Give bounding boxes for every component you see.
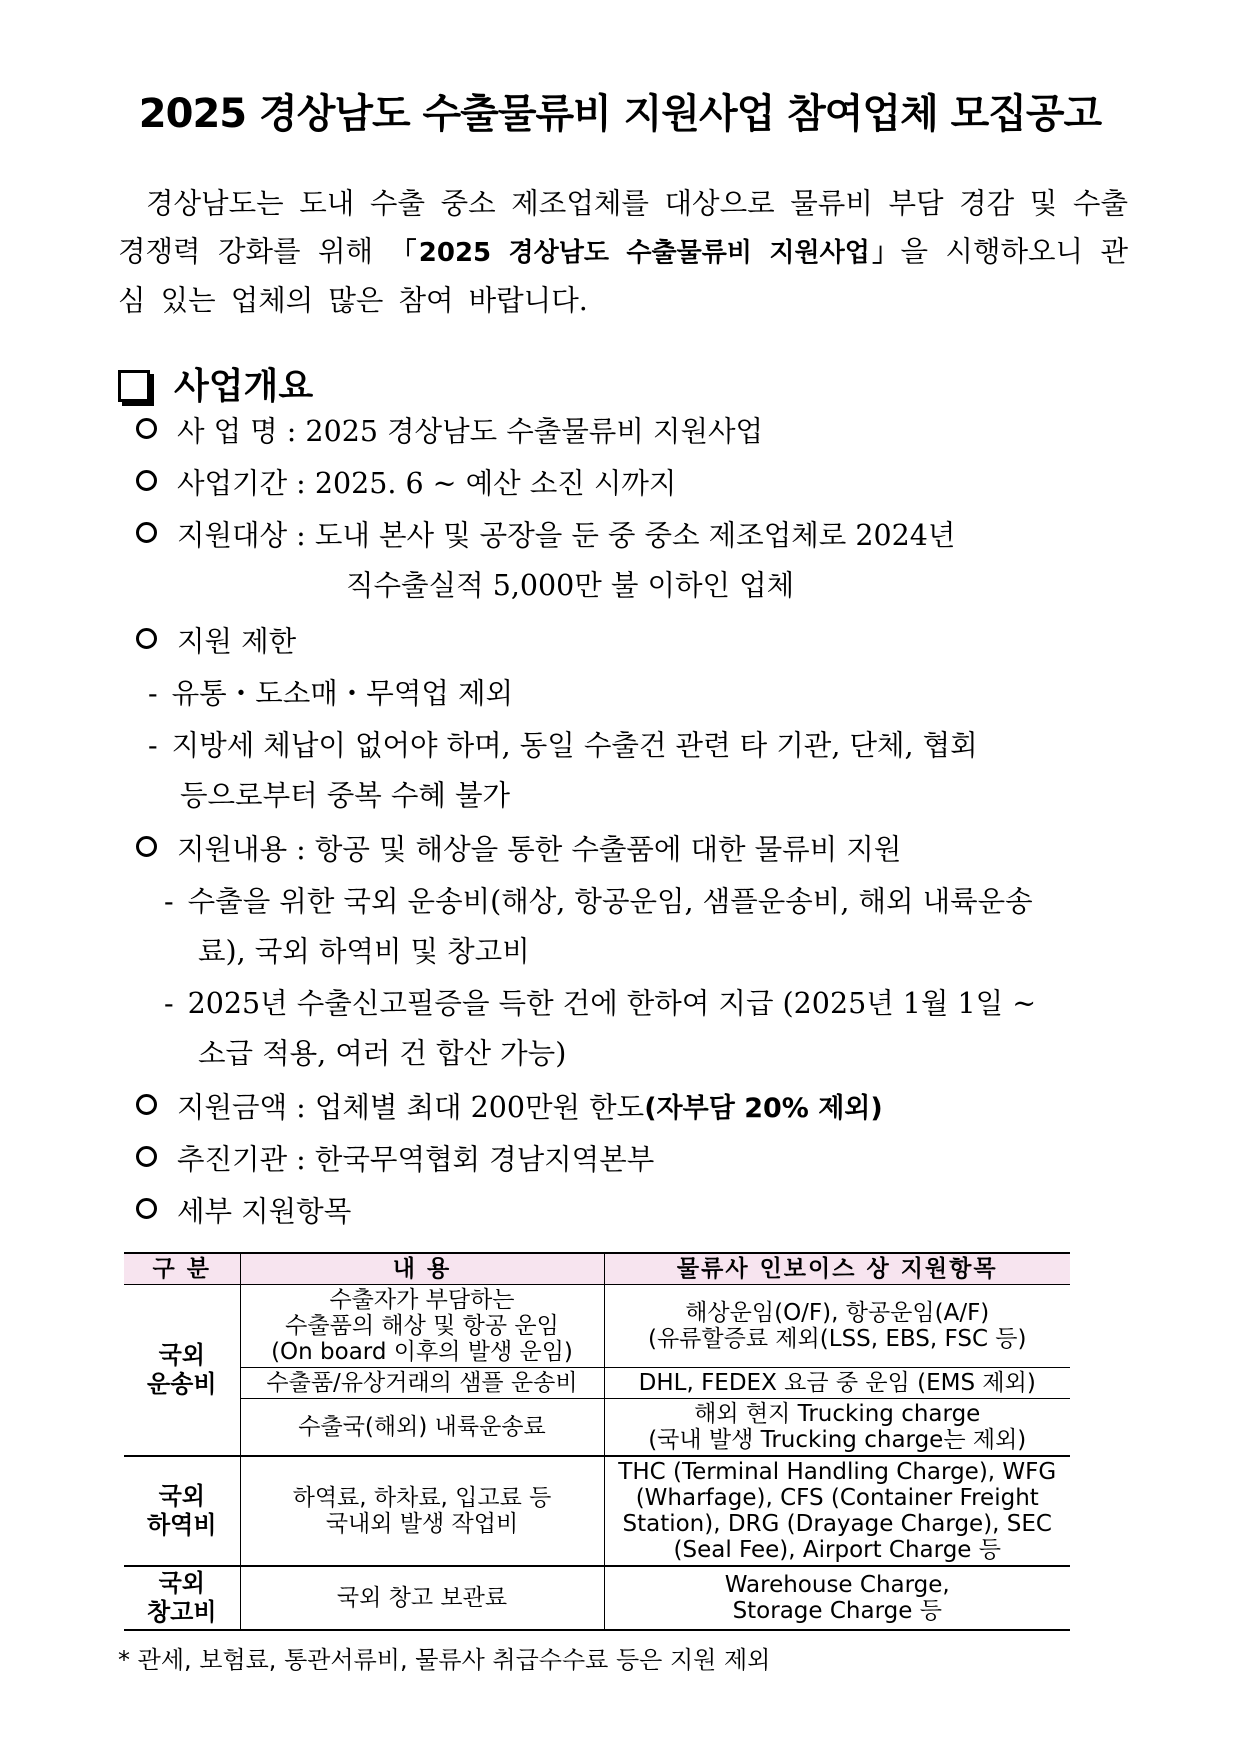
table-items-cell: [604, 1566, 1070, 1630]
dash-bullet: -: [164, 987, 174, 1020]
table-content-cell: [240, 1566, 604, 1630]
content-item-2-continued: 소급 적용, 여러 건 합산 가능): [198, 1037, 567, 1070]
table-row: [124, 1566, 1070, 1630]
items-text: Warehouse Charge, Storage Charge 등: [724, 1572, 950, 1624]
section-heading: [118, 358, 313, 409]
item-business-name: [136, 412, 763, 452]
dash-bullet: -: [164, 885, 174, 918]
item-agency: [136, 1140, 654, 1180]
item-text: 사업기간 : 2025. 6 ~ 예산 소진 시까지: [177, 467, 677, 500]
item-text: 추진기관 : 한국무역협회 경남지역본부: [177, 1143, 655, 1176]
item-bold-text: (자부담 20% 제외): [644, 1093, 883, 1124]
table-header-category: 구 분: [124, 1253, 240, 1285]
restriction-item-2-continued: 등으로부터 중복 수혜 불가: [180, 779, 511, 812]
circle-bullet-icon: [136, 418, 157, 439]
footnote: * 관세, 보험료, 통관서류비, 물류사 취급수수료 등은 지원 제외: [118, 1646, 771, 1674]
intro-emphasis: 「2025 경상남도 수출물류비 지원사업」: [390, 238, 901, 268]
table-content-cell: [240, 1368, 604, 1399]
table-content-cell: [240, 1285, 604, 1368]
item-text: 지원금액 : 업체별 최대 200만원 한도: [177, 1091, 645, 1124]
dash-bullet: -: [148, 677, 158, 710]
circle-bullet-icon: [136, 1094, 157, 1115]
item-restriction-heading: [136, 622, 296, 662]
item-text: 2025년 수출신고필증을 득한 건에 한하여 지급 (2025년 1월 1일 ~: [187, 987, 1037, 1020]
content-item-2: [164, 984, 1036, 1024]
content-text: 국외 창고 보관료: [336, 1585, 508, 1611]
table-row: [124, 1399, 1070, 1457]
restriction-item-2: [148, 726, 978, 766]
content-text: 수출국(해외) 내륙운송료: [298, 1414, 546, 1440]
restriction-item-1: [148, 674, 513, 714]
intro-paragraph: [118, 180, 1128, 325]
table-items-cell: [604, 1456, 1070, 1566]
content-text: 하역료, 하차료, 입고료 등 국내외 발생 작업비: [292, 1485, 552, 1537]
table-row: [124, 1285, 1070, 1368]
intro-text-before: 경상남도는 도내 수출 중소 제조업체를 대상으로 물류비 부담 경감 및 수출경쟁력 강화를 위해: [118, 187, 1128, 268]
circle-bullet-icon: [136, 522, 157, 543]
items-text: THC (Terminal Handling Charge), WFG (Wharfage), CFS (Container Freight Station), DRG (Drayage Charge), SEC (Seal Fee), Airport Charge 등: [618, 1459, 1057, 1563]
item-target: [136, 516, 955, 556]
circle-bullet-icon: [136, 1198, 157, 1219]
checkbox-square-icon: [118, 370, 150, 402]
support-items-table: [124, 1252, 1070, 1631]
item-detail-heading: [136, 1192, 351, 1232]
content-text: 수출품/유상거래의 샘플 운송비: [266, 1370, 578, 1396]
table-items-cell: [604, 1285, 1070, 1368]
table-row: [124, 1456, 1070, 1566]
item-period: [136, 464, 676, 504]
circle-bullet-icon: [136, 1146, 157, 1167]
item-text: 지원대상 : 도내 본사 및 공장을 둔 중 중소 제조업체로 2024년: [177, 519, 956, 552]
item-text: 사 업 명 : 2025 경상남도 수출물류비 지원사업: [177, 415, 764, 448]
item-content: [136, 830, 901, 870]
table-category-cell: [124, 1566, 240, 1630]
dash-bullet: -: [148, 729, 158, 762]
item-text: 유통・도소매・무역업 제외: [171, 677, 514, 710]
item-text: 지방세 체납이 없어야 하며, 동일 수출건 관련 타 기관, 단체, 협회: [171, 729, 978, 762]
item-text: 지원 제한: [177, 625, 297, 658]
content-item-1: [164, 882, 1033, 922]
content-text: 수출자가 부담하는 수출품의 해상 및 항공 운임 (On board 이후의 발생 운임): [271, 1287, 573, 1365]
item-target-continued: 직수출실적 5,000만 불 이하인 업체: [346, 569, 795, 602]
items-text: DHL, FEDEX 요금 중 운임 (EMS 제외): [638, 1370, 1036, 1396]
table-items-cell: [604, 1368, 1070, 1399]
content-item-1-continued: 료), 국외 하역비 및 창고비: [198, 935, 530, 968]
table-category-cell: [124, 1285, 240, 1457]
table-category-cell: [124, 1456, 240, 1566]
table-header-content: 내 용: [240, 1253, 604, 1285]
category-label: 국외 하역비: [146, 1482, 217, 1539]
circle-bullet-icon: [136, 836, 157, 857]
intro-text-after: 을 시행하오니 관심 있는 업체의 많은 참여 바랍니다.: [118, 235, 1128, 317]
table-content-cell: [240, 1456, 604, 1566]
circle-bullet-icon: [136, 470, 157, 491]
category-label: 국외 창고비: [146, 1569, 217, 1626]
document-title: 2025 경상남도 수출물류비 지원사업 참여업체 모집공고: [138, 91, 1102, 137]
item-text: 지원내용 : 항공 및 해상을 통한 수출품에 대한 물류비 지원: [177, 833, 902, 866]
items-text: 해외 현지 Trucking charge (국내 발생 Trucking charge는 제외): [648, 1401, 1027, 1453]
table-row: [124, 1368, 1070, 1399]
item-text: 수출을 위한 국외 운송비(해상, 항공운임, 샘플운송비, 해외 내륙운송: [187, 885, 1033, 918]
item-amount: [136, 1088, 883, 1129]
category-label: 국외 운송비: [146, 1341, 217, 1398]
circle-bullet-icon: [136, 628, 157, 649]
item-text: 세부 지원항목: [177, 1195, 352, 1228]
table-items-cell: [604, 1399, 1070, 1457]
table-content-cell: [240, 1399, 604, 1457]
section-title: 사업개요: [174, 366, 314, 407]
table-header-items: 물류사 인보이스 상 지원항목: [604, 1253, 1070, 1285]
table-header-row: [124, 1253, 1070, 1285]
items-text: 해상운임(O/F), 항공운임(A/F) (유류할증료 제외(LSS, EBS, FSC 등): [647, 1300, 1027, 1352]
